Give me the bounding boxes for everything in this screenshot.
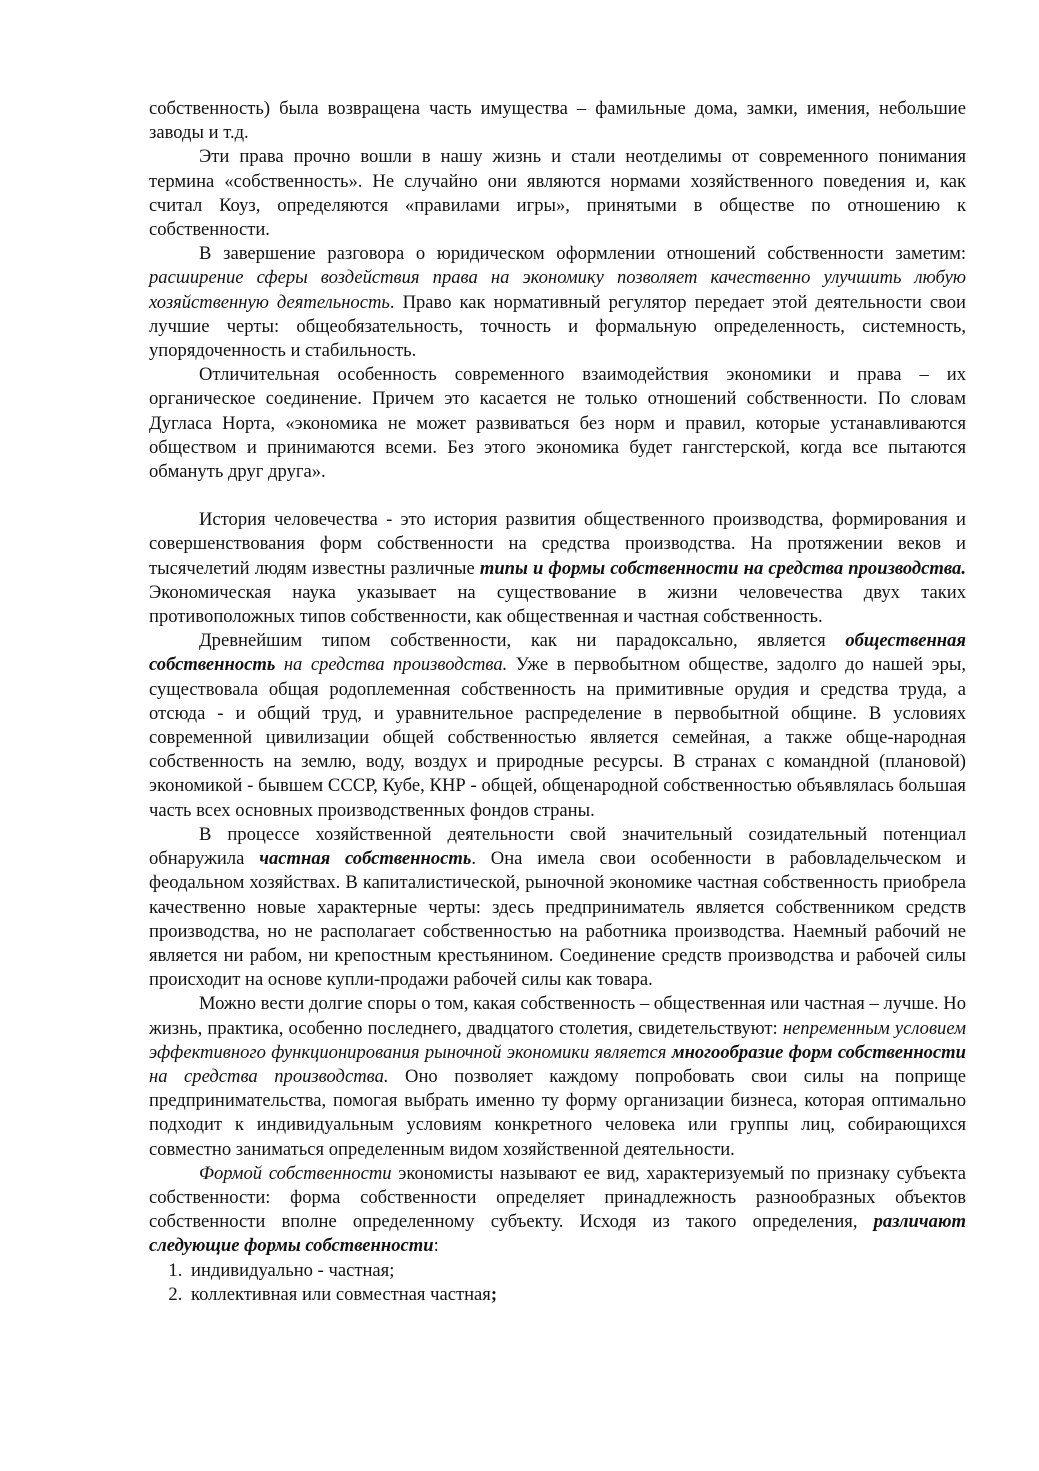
list-item-text: коллективная или совместная частная <box>191 1283 491 1305</box>
paragraph-text: Можно вести долгие споры о том, какая собственность – общественная или частная – лучше. Но жизнь, практика, особенно последнего, двадцатого столетия, свидетельствуют: <box>149 993 966 1039</box>
paragraph-text: История человечества - это история развития общественного производства, формирования и совершенствования форм собственности на средства производства. На протяжении веков и тысячелетий людям известны различные <box>149 509 966 579</box>
paragraph-text: В процессе хозяйственной деятельности свой значительный созидательный потенциал обнаружила <box>149 823 966 870</box>
italic-phrase: на средства производства. <box>275 654 508 676</box>
paragraph-text: . Она имела свои особенности в рабовладельческом и феодальном хозяйствах. В капиталистической, рыночной экономике частная собственность приобрела качественно новые характерные черты: здесь предприниматель является собственником средств производства, но не располагает собственностью на работника производства. Наемный рабочий не является ни рабом, ни крепостным крестьянином. Соединение средств производства и рабочей силы происходит на основе купли-продажи рабочей силы как товара. <box>149 848 966 991</box>
bold-italic-term: частная собственность <box>259 848 472 870</box>
bold-italic-term: типы и формы собственности на средства производства. <box>479 557 966 579</box>
paragraph-text: Отличительная особенность современного взаимодействия экономики и права – их органическое соединение. Причем это касается не только отношений собственности. По словам Дугласа Норта, «экономика не может развиваться без норм и правил, которые устанавливаются обществом и принимаются всеми. Без этого экономика будет гангстерской, когда все пытаются обмануть друг друга». <box>149 364 966 483</box>
paragraph-text: Уже в первобытном обществе, задолго до нашей эры, существовала общая родоплеменная собственность на примитивные орудия и средства труда, а отсюда - и общий труд, и уравнительное распределение в первобытной общине. В условиях современной цивилизации общей собственностью является семейная, а также обще-народная собственность на землю, воду, воздух и природные ресурсы. В странах с командной (плановой) экономикой - бывшем СССР, Кубе, КНР - общей, общенародной собственностью объявлялась большая часть всех основных производственных фондов страны. <box>149 654 967 821</box>
bold-italic-term: различают следующие формы собственности <box>149 1211 966 1257</box>
paragraph-text: В завершение разговора о юридическом оформлении отношений собственности заметим: <box>199 243 966 265</box>
list-item <box>187 1259 966 1283</box>
paragraph-8 <box>149 992 966 1161</box>
italic-phrase: на средства производства. <box>149 1065 389 1087</box>
document-page <box>149 97 966 1307</box>
paragraph-text: . Право как нормативный регулятор передает этой деятельности свои лучшие черты: общеобязательность, точность и формальную определенность, системность, упорядоченность и стабильность. <box>149 291 966 362</box>
bold-italic-term: многообразие форм собственности <box>671 1041 966 1063</box>
bold-italic-term: общественная собственность <box>149 630 966 676</box>
italic-phrase: Формой собственности <box>199 1162 392 1184</box>
list-item <box>187 1283 966 1307</box>
list-item-text: индивидуально - частная; <box>191 1259 395 1281</box>
paragraph-text: экономисты называют ее вид, характеризуемый по признаку субъекта собственности: форма собственности определяет принадлежность разнообразных объектов собственности вполне определенному субъекту. Исходя из такого определения, <box>149 1162 966 1233</box>
paragraph-5 <box>149 508 966 629</box>
paragraph-text: Эти права прочно вошли в нашу жизнь и стали неотделимы от современного понимания термина «собственность». Не случайно они являются нормами хозяйственного поведения и, как считал Коуз, определяются «правилами игры», принятыми в обществе по отношению к собственности. <box>149 146 966 241</box>
list-item-tail: ; <box>490 1283 498 1305</box>
paragraph-text: собственность) была возвращена часть имущества – фамильные дома, замки, имения, небольшие заводы и т.д. <box>149 98 966 144</box>
paragraph-text: Экономическая наука указывает на существование в жизни человечества двух таких противоположных типов собственности, как общественная и частная собственность. <box>149 581 966 628</box>
italic-phrase: непременным условием эффективного функционирования рыночной экономики является <box>149 1017 966 1063</box>
paragraph-text: Древнейшим типом собственности, как ни парадоксально, является <box>199 630 846 652</box>
paragraph-2 <box>149 145 966 242</box>
paragraph-text: : <box>433 1235 439 1257</box>
paragraph-7 <box>149 823 966 992</box>
paragraph-9 <box>149 1162 966 1259</box>
paragraph-4 <box>149 363 966 484</box>
paragraph-text: Оно позволяет каждому попробовать свои силы на поприще предпринимательства, помогая выбрать именно ту форму организации бизнеса, которая оптимально подходит к индивидуальным условиям конкретного человека или группы лиц, собирающихся совместно заниматься определенным видом хозяйственной деятельности. <box>149 1065 966 1160</box>
paragraph-1 <box>149 97 966 145</box>
forms-of-property-list <box>149 1259 966 1307</box>
paragraph-3 <box>149 242 966 363</box>
italic-phrase: расширение сферы воздействия права на экономику позволяет качественно улучшить любую хозяйственную деятельность <box>149 267 966 313</box>
paragraph-6 <box>149 629 966 823</box>
paragraph-gap <box>149 484 966 508</box>
